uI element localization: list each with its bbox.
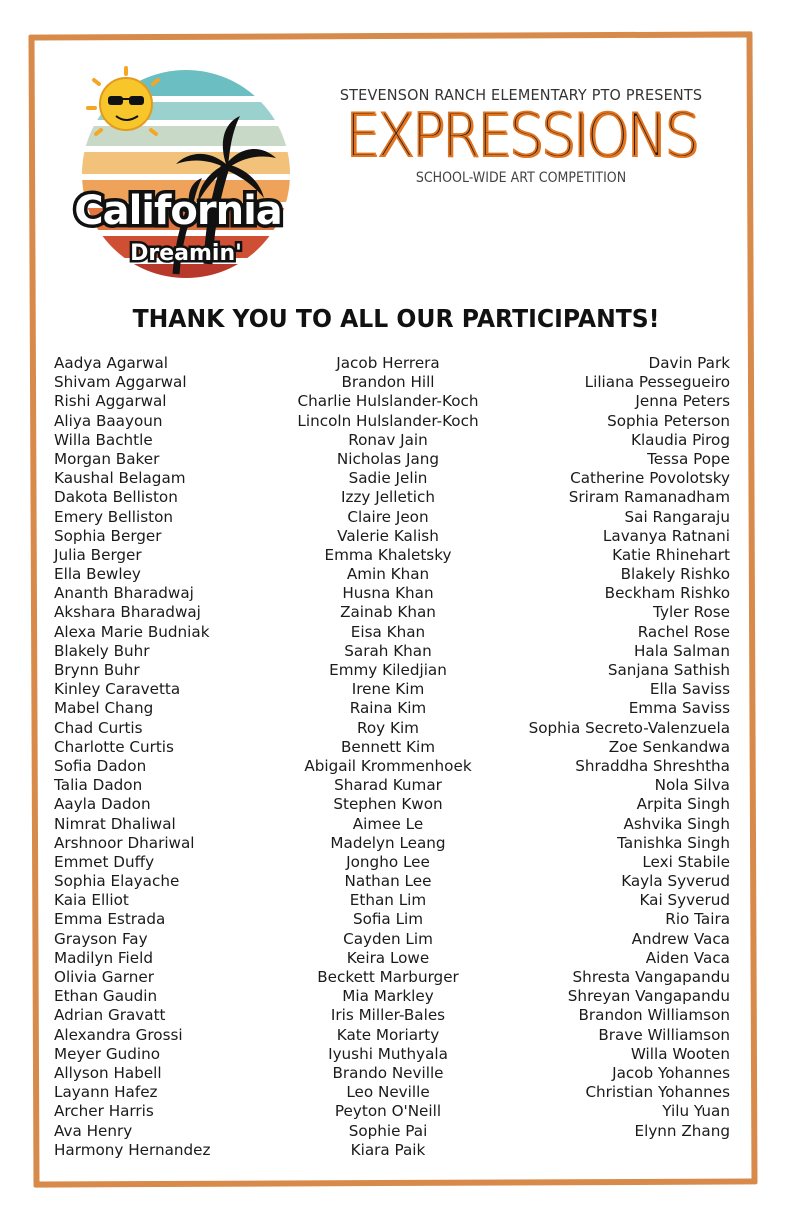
participant-name: Arpita Singh xyxy=(636,795,730,814)
participant-name: Sai Rangaraju xyxy=(624,507,730,526)
participant-name: Harmony Hernandez xyxy=(54,1140,211,1159)
participant-name: Nathan Lee xyxy=(344,872,432,891)
participant-name: Emma Khaletsky xyxy=(324,545,452,564)
participant-name: Mabel Chang xyxy=(54,699,154,718)
participant-name: Sanjana Sathish xyxy=(607,661,730,679)
participant-name: Talia Dadon xyxy=(54,776,143,795)
participant-name: Tessa Pope xyxy=(647,449,730,468)
participant-name: Kaia Elliot xyxy=(54,891,129,910)
participant-name: Meyer Gudino xyxy=(54,1044,161,1063)
participant-name: Charlotte Curtis xyxy=(54,737,174,756)
participant-name: Madelyn Leang xyxy=(330,833,446,852)
participant-name: Arshnoor Dhariwal xyxy=(54,833,195,852)
participant-name: Brandon Hill xyxy=(341,373,435,392)
participant-name: Kiara Paik xyxy=(350,1140,426,1159)
participants-column-right xyxy=(470,354,730,1141)
participant-name: Sharad Kumar xyxy=(334,776,442,795)
participant-name: Jacob Yohannes xyxy=(612,1063,730,1082)
participant-name: Ethan Gaudin xyxy=(54,987,158,1006)
participant-name: Zainab Khan xyxy=(340,603,436,622)
participant-name: Willa Wooten xyxy=(630,1044,730,1063)
participant-name: Allyson Habell xyxy=(54,1063,162,1082)
participant-name: Kaushal Belagam xyxy=(54,469,186,488)
participant-name: Alexandra Grossi xyxy=(54,1025,183,1044)
participant-name: Kayla Syverud xyxy=(621,872,730,891)
participant-name: Nola Silva xyxy=(654,776,730,795)
participant-name: Aiden Vaca xyxy=(645,948,730,967)
participant-name: Iyushi Muthyala xyxy=(328,1044,448,1063)
participant-name: Charlie Hulslander-Koch xyxy=(297,392,479,411)
participant-name: Beckett Marburger xyxy=(317,968,459,986)
participant-name: Kate Moriarty xyxy=(336,1025,440,1044)
participant-name: Jacob Herrera xyxy=(336,354,440,372)
participant-name: Morgan Baker xyxy=(54,449,160,468)
participant-name: Emmet Duffy xyxy=(54,852,155,871)
participant-name: Aayla Dadon xyxy=(54,795,151,814)
participant-name: Raina Kim xyxy=(349,699,427,718)
logo-line-2: Dreamin' xyxy=(130,241,242,266)
participant-name: Willa Bachtle xyxy=(54,430,153,449)
participant-name: Shresta Vangapandu xyxy=(572,968,730,986)
participant-name: Aliya Baayoun xyxy=(54,411,163,430)
participant-name: Kai Syverud xyxy=(639,891,730,910)
participant-name: Ella Saviss xyxy=(649,680,730,699)
participant-name: Elynn Zhang xyxy=(634,1121,730,1140)
event-title: EXPRESSIONS xyxy=(345,101,697,171)
participant-name: Ethan Lim xyxy=(349,891,427,910)
participant-name: Mia Markley xyxy=(342,987,434,1006)
participant-name: Sriram Ramanadham xyxy=(568,488,730,507)
participant-name: Yilu Yuan xyxy=(662,1102,730,1121)
participant-name: Izzy Jelletich xyxy=(341,488,435,507)
participant-name: Layann Hafez xyxy=(54,1083,158,1102)
participant-name: Brave Williamson xyxy=(598,1025,730,1044)
participant-name: Sadie Jelin xyxy=(348,469,428,488)
california-dreamin-logo xyxy=(58,64,302,286)
participant-name: Ella Bewley xyxy=(54,565,141,584)
participant-name: Aimee Le xyxy=(352,814,424,833)
participant-name: Emmy Kiledjian xyxy=(329,661,447,679)
participant-name: Lavanya Ratnani xyxy=(602,526,730,545)
participant-name: Chad Curtis xyxy=(54,718,143,737)
participant-name: Zoe Senkandwa xyxy=(608,737,730,756)
participant-name: Sophia Secreto-Valenzuela xyxy=(528,718,730,737)
participant-name: Sophie Pai xyxy=(348,1121,428,1140)
participant-name: Roy Kim xyxy=(357,718,419,737)
participant-name: Klaudia Pirog xyxy=(631,430,730,449)
participant-name: Catherine Povolotsky xyxy=(570,469,730,488)
participant-name: Jenna Peters xyxy=(635,392,730,411)
participant-name: Sofia Lim xyxy=(352,910,424,929)
participant-name: Ashvika Singh xyxy=(623,814,730,833)
participant-name: Blakely Rishko xyxy=(620,565,730,584)
participant-name: Lexi Stabile xyxy=(642,852,730,871)
participant-name: Ananth Bharadwaj xyxy=(54,584,194,603)
participant-name: Hala Salman xyxy=(634,641,730,660)
participant-name: Alexa Marie Budniak xyxy=(54,622,210,641)
participant-name: Shraddha Shreshtha xyxy=(575,756,730,775)
participant-name: Nimrat Dhaliwal xyxy=(54,814,176,833)
participant-name: Husna Khan xyxy=(342,584,434,603)
participant-name: Aadya Agarwal xyxy=(54,354,168,372)
participant-name: Shreyan Vangapandu xyxy=(567,987,730,1006)
participant-name: Rio Taira xyxy=(665,910,730,929)
presenter-line: STEVENSON RANCH ELEMENTARY PTO PRESENTS xyxy=(339,86,703,104)
participant-name: Akshara Bharadwaj xyxy=(54,603,201,622)
participant-name: Rachel Rose xyxy=(637,622,730,641)
participant-name: Sophia Berger xyxy=(54,526,162,545)
participant-name: Davin Park xyxy=(648,354,730,372)
participant-name: Emery Belliston xyxy=(54,507,174,526)
participant-name: Cayden Lim xyxy=(343,929,433,948)
participant-name: Lincoln Hulslander-Koch xyxy=(297,411,479,430)
participant-name: Amin Khan xyxy=(346,565,430,584)
participant-name: Kinley Caravetta xyxy=(54,680,181,699)
participant-name: Dakota Belliston xyxy=(54,488,178,507)
participant-name: Brando Neville xyxy=(332,1063,444,1082)
participant-name: Christian Yohannes xyxy=(585,1083,730,1102)
participant-name: Sophia Elayache xyxy=(54,872,180,891)
participant-name: Archer Harris xyxy=(54,1102,154,1121)
event-subtitle: SCHOOL-WIDE ART COMPETITION xyxy=(415,170,627,186)
participant-name: Stephen Kwon xyxy=(333,795,443,814)
participant-name: Eisa Khan xyxy=(350,622,426,641)
participant-name: Olivia Garner xyxy=(54,968,155,986)
participant-name: Andrew Vaca xyxy=(631,929,730,948)
participant-name: Liliana Pessegueiro xyxy=(584,373,730,392)
participant-name: Bennett Kim xyxy=(340,737,436,756)
participant-name: Nicholas Jang xyxy=(336,449,440,468)
participant-name: Katie Rhinehart xyxy=(612,545,730,564)
participant-name: Brynn Buhr xyxy=(54,661,140,679)
participant-name: Beckham Rishko xyxy=(604,584,730,603)
participant-name: Valerie Kalish xyxy=(337,526,439,545)
participant-name: Adrian Gravatt xyxy=(54,1006,166,1025)
participant-name: Tyler Rose xyxy=(653,603,730,622)
thank-you-heading: THANK YOU TO ALL OUR PARTICIPANTS! xyxy=(132,304,660,333)
participant-name: Sofia Dadon xyxy=(54,756,147,775)
participant-name: Leo Neville xyxy=(346,1083,430,1102)
participant-name: Emma Estrada xyxy=(54,910,166,929)
participant-name: Sarah Khan xyxy=(344,641,432,660)
participant-name: Brandon Williamson xyxy=(578,1006,730,1025)
participant-name: Madilyn Field xyxy=(54,948,153,967)
participant-name: Shivam Aggarwal xyxy=(54,373,187,392)
participant-name: Ronav Jain xyxy=(348,430,428,449)
participant-name: Abigail Krommenhoek xyxy=(304,756,472,775)
participant-name: Ava Henry xyxy=(54,1121,133,1140)
participant-name: Sophia Peterson xyxy=(607,411,730,430)
participant-name: Irene Kim xyxy=(351,680,425,699)
participant-name: Grayson Fay xyxy=(54,929,148,948)
event-header xyxy=(326,86,716,186)
participant-name: Blakely Buhr xyxy=(54,641,150,660)
participant-name: Julia Berger xyxy=(54,545,142,564)
participant-name: Jongho Lee xyxy=(346,852,430,871)
participant-name: Iris Miller-Bales xyxy=(330,1006,446,1025)
participant-name: Rishi Aggarwal xyxy=(54,392,167,411)
participant-name: Keira Lowe xyxy=(346,948,430,967)
participant-name: Claire Jeon xyxy=(347,507,429,526)
participant-name: Emma Saviss xyxy=(628,699,730,718)
participant-name: Peyton O'Neill xyxy=(334,1102,442,1121)
logo-line-1: California xyxy=(74,188,282,234)
participant-name: Tanishka Singh xyxy=(617,833,730,852)
